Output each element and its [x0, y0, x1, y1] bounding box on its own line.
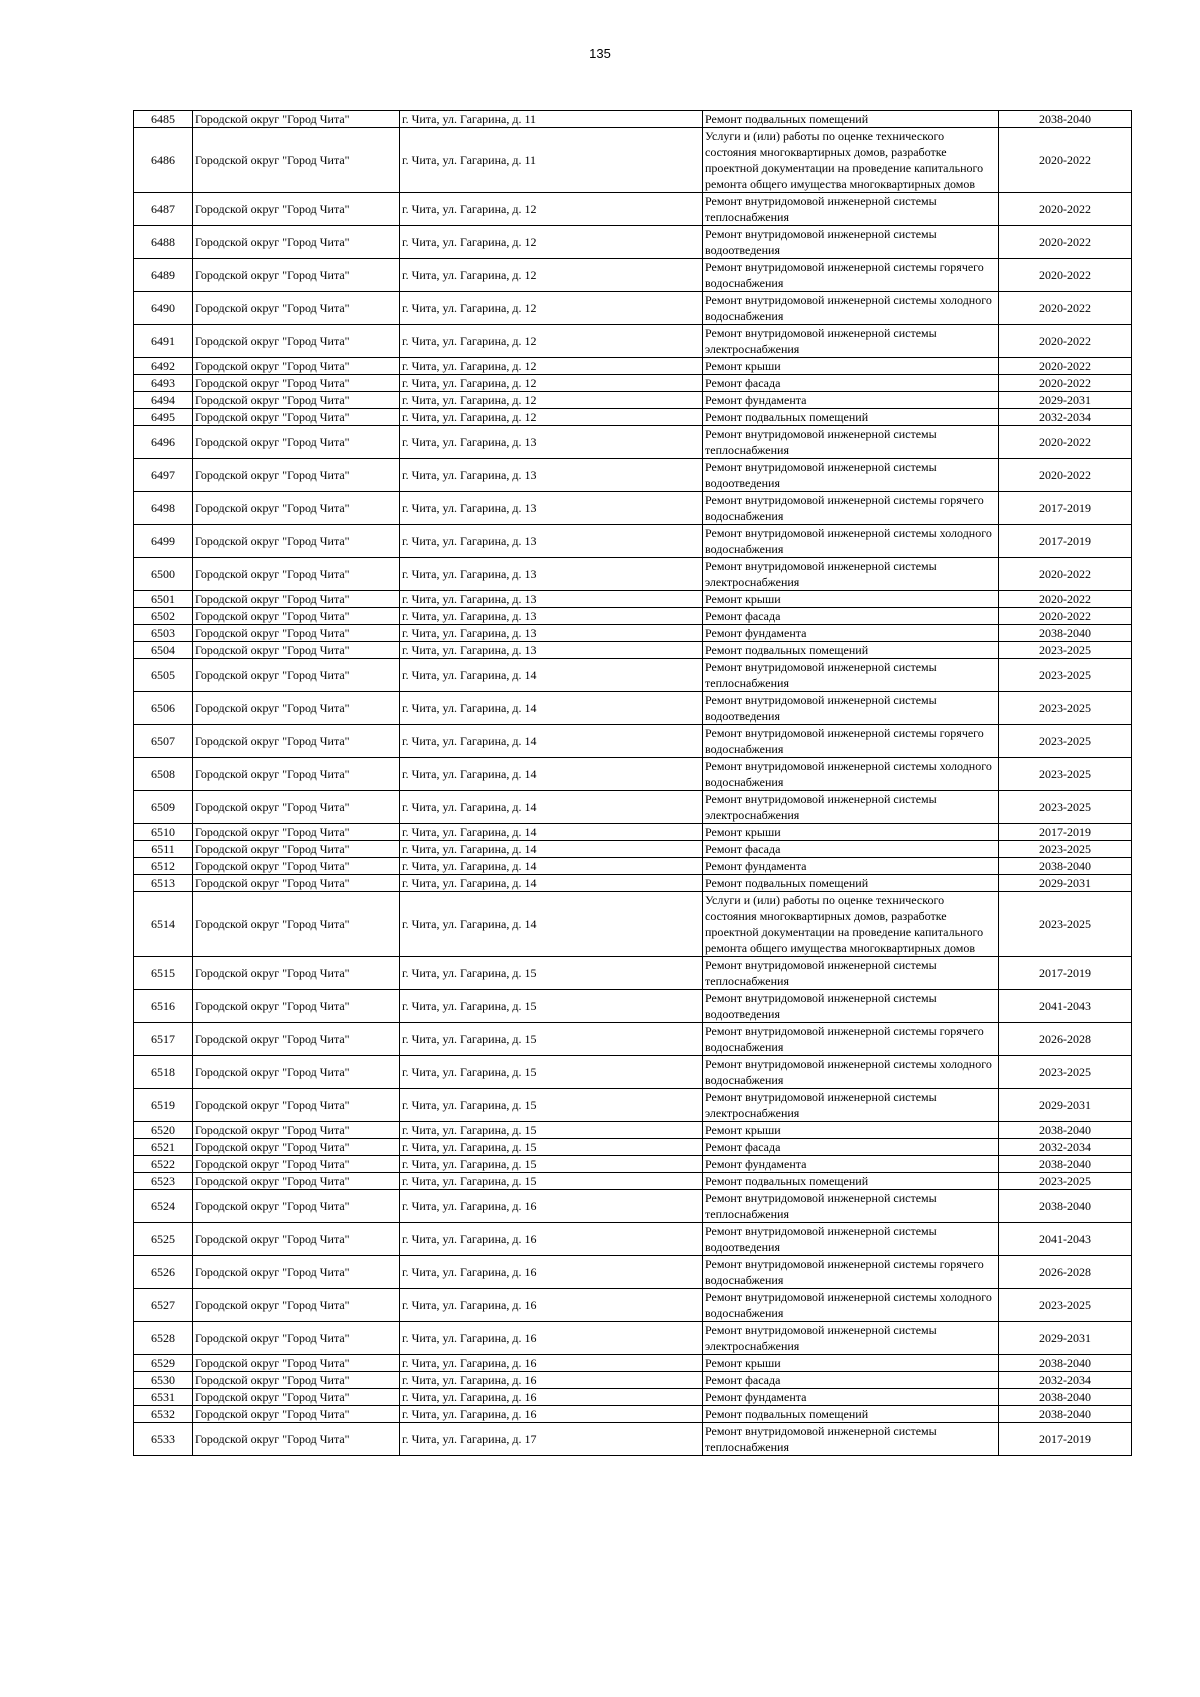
table-row [134, 1156, 1132, 1173]
row-number-cell: 6503 [134, 625, 193, 642]
row-number-cell: 6522 [134, 1156, 193, 1173]
row-number-cell: 6532 [134, 1406, 193, 1423]
work-type-cell: Ремонт внутридомовой инженерной системы водоотведения [703, 459, 999, 492]
address-cell: г. Чита, ул. Гагарина, д. 13 [400, 642, 703, 659]
work-type-cell: Ремонт внутридомовой инженерной системы водоотведения [703, 990, 999, 1023]
table-row [134, 375, 1132, 392]
address-cell: г. Чита, ул. Гагарина, д. 15 [400, 1173, 703, 1190]
period-cell: 2020-2022 [999, 358, 1132, 375]
period-cell: 2023-2025 [999, 1289, 1132, 1322]
address-cell: г. Чита, ул. Гагарина, д. 16 [400, 1372, 703, 1389]
work-type-cell: Ремонт подвальных помещений [703, 1173, 999, 1190]
work-type-cell: Ремонт крыши [703, 358, 999, 375]
district-cell: Городской округ "Город Чита" [193, 292, 400, 325]
address-cell: г. Чита, ул. Гагарина, д. 12 [400, 259, 703, 292]
work-type-cell: Ремонт подвальных помещений [703, 875, 999, 892]
work-type-cell: Ремонт внутридомовой инженерной системы горячего водоснабжения [703, 1023, 999, 1056]
district-cell: Городской округ "Город Чита" [193, 642, 400, 659]
work-type-cell: Ремонт фасада [703, 1139, 999, 1156]
address-cell: г. Чита, ул. Гагарина, д. 16 [400, 1406, 703, 1423]
table-row [134, 692, 1132, 725]
row-number-cell: 6515 [134, 957, 193, 990]
row-number-cell: 6493 [134, 375, 193, 392]
table-row [134, 1406, 1132, 1423]
table-row [134, 725, 1132, 758]
table-row [134, 1139, 1132, 1156]
period-cell: 2020-2022 [999, 558, 1132, 591]
period-cell: 2023-2025 [999, 758, 1132, 791]
period-cell: 2029-2031 [999, 1322, 1132, 1355]
table-row [134, 259, 1132, 292]
table-row [134, 325, 1132, 358]
row-number-cell: 6490 [134, 292, 193, 325]
district-cell: Городской округ "Город Чита" [193, 111, 400, 128]
district-cell: Городской округ "Город Чита" [193, 892, 400, 957]
district-cell: Городской округ "Город Чита" [193, 1322, 400, 1355]
work-type-cell: Ремонт подвальных помещений [703, 1406, 999, 1423]
period-cell: 2023-2025 [999, 892, 1132, 957]
district-cell: Городской округ "Город Чита" [193, 1122, 400, 1139]
address-cell: г. Чита, ул. Гагарина, д. 14 [400, 858, 703, 875]
period-cell: 2032-2034 [999, 1139, 1132, 1156]
period-cell: 2038-2040 [999, 111, 1132, 128]
address-cell: г. Чита, ул. Гагарина, д. 14 [400, 692, 703, 725]
row-number-cell: 6486 [134, 128, 193, 193]
address-cell: г. Чита, ул. Гагарина, д. 15 [400, 1122, 703, 1139]
district-cell: Городской округ "Город Чита" [193, 625, 400, 642]
row-number-cell: 6495 [134, 409, 193, 426]
row-number-cell: 6525 [134, 1223, 193, 1256]
work-type-cell: Ремонт внутридомовой инженерной системы теплоснабжения [703, 1423, 999, 1456]
row-number-cell: 6508 [134, 758, 193, 791]
work-type-cell: Ремонт внутридомовой инженерной системы теплоснабжения [703, 957, 999, 990]
district-cell: Городской округ "Город Чита" [193, 875, 400, 892]
table-row [134, 957, 1132, 990]
row-number-cell: 6519 [134, 1089, 193, 1122]
address-cell: г. Чита, ул. Гагарина, д. 15 [400, 990, 703, 1023]
row-number-cell: 6496 [134, 426, 193, 459]
row-number-cell: 6517 [134, 1023, 193, 1056]
address-cell: г. Чита, ул. Гагарина, д. 15 [400, 1023, 703, 1056]
period-cell: 2038-2040 [999, 625, 1132, 642]
table-row [134, 1223, 1132, 1256]
table-row [134, 875, 1132, 892]
table-row [134, 392, 1132, 409]
address-cell: г. Чита, ул. Гагарина, д. 16 [400, 1355, 703, 1372]
period-cell: 2017-2019 [999, 1423, 1132, 1456]
table-row [134, 841, 1132, 858]
table-row [134, 642, 1132, 659]
district-cell: Городской округ "Город Чита" [193, 1389, 400, 1406]
table-row [134, 591, 1132, 608]
row-number-cell: 6511 [134, 841, 193, 858]
address-cell: г. Чита, ул. Гагарина, д. 15 [400, 1056, 703, 1089]
period-cell: 2023-2025 [999, 1173, 1132, 1190]
district-cell: Городской округ "Город Чита" [193, 1139, 400, 1156]
work-type-cell: Услуги и (или) работы по оценке технического состояния многоквартирных домов, разработке проектной документации на проведение капитального ремонта общего имущества многоквартирных домов [703, 892, 999, 957]
row-number-cell: 6492 [134, 358, 193, 375]
work-type-cell: Ремонт фасада [703, 608, 999, 625]
work-type-cell: Ремонт фундамента [703, 392, 999, 409]
address-cell: г. Чита, ул. Гагарина, д. 13 [400, 591, 703, 608]
work-type-cell: Ремонт фундамента [703, 1389, 999, 1406]
table-row [134, 1056, 1132, 1089]
district-cell: Городской округ "Город Чита" [193, 392, 400, 409]
table-row [134, 1089, 1132, 1122]
table-row [134, 1355, 1132, 1372]
address-cell: г. Чита, ул. Гагарина, д. 12 [400, 226, 703, 259]
table-row [134, 608, 1132, 625]
period-cell: 2038-2040 [999, 1355, 1132, 1372]
district-cell: Городской округ "Город Чита" [193, 990, 400, 1023]
table-row [134, 1190, 1132, 1223]
address-cell: г. Чита, ул. Гагарина, д. 14 [400, 758, 703, 791]
district-cell: Городской округ "Город Чита" [193, 1156, 400, 1173]
work-type-cell: Ремонт внутридомовой инженерной системы электроснабжения [703, 558, 999, 591]
work-type-cell: Ремонт внутридомовой инженерной системы холодного водоснабжения [703, 758, 999, 791]
period-cell: 2023-2025 [999, 725, 1132, 758]
period-cell: 2023-2025 [999, 1056, 1132, 1089]
row-number-cell: 6504 [134, 642, 193, 659]
row-number-cell: 6512 [134, 858, 193, 875]
row-number-cell: 6531 [134, 1389, 193, 1406]
work-type-cell: Ремонт внутридомовой инженерной системы электроснабжения [703, 325, 999, 358]
district-cell: Городской округ "Город Чита" [193, 375, 400, 392]
period-cell: 2017-2019 [999, 492, 1132, 525]
address-cell: г. Чита, ул. Гагарина, д. 16 [400, 1190, 703, 1223]
table-row [134, 1423, 1132, 1456]
period-cell: 2041-2043 [999, 1223, 1132, 1256]
period-cell: 2038-2040 [999, 1389, 1132, 1406]
table-row [134, 1256, 1132, 1289]
period-cell: 2023-2025 [999, 791, 1132, 824]
period-cell: 2020-2022 [999, 325, 1132, 358]
table-row [134, 459, 1132, 492]
work-type-cell: Ремонт подвальных помещений [703, 642, 999, 659]
work-type-cell: Ремонт фундамента [703, 1156, 999, 1173]
row-number-cell: 6527 [134, 1289, 193, 1322]
address-cell: г. Чита, ул. Гагарина, д. 15 [400, 1089, 703, 1122]
district-cell: Городской округ "Город Чита" [193, 358, 400, 375]
work-type-cell: Ремонт подвальных помещений [703, 409, 999, 426]
work-type-cell: Ремонт внутридомовой инженерной системы горячего водоснабжения [703, 1256, 999, 1289]
period-cell: 2020-2022 [999, 608, 1132, 625]
district-cell: Городской округ "Город Чита" [193, 791, 400, 824]
row-number-cell: 6520 [134, 1122, 193, 1139]
table-row [134, 409, 1132, 426]
table-row [134, 492, 1132, 525]
row-number-cell: 6510 [134, 824, 193, 841]
work-type-cell: Ремонт внутридомовой инженерной системы теплоснабжения [703, 426, 999, 459]
district-cell: Городской округ "Город Чита" [193, 758, 400, 791]
address-cell: г. Чита, ул. Гагарина, д. 11 [400, 128, 703, 193]
address-cell: г. Чита, ул. Гагарина, д. 14 [400, 659, 703, 692]
period-cell: 2038-2040 [999, 1406, 1132, 1423]
work-type-cell: Ремонт внутридомовой инженерной системы теплоснабжения [703, 659, 999, 692]
district-cell: Городской округ "Город Чита" [193, 525, 400, 558]
address-cell: г. Чита, ул. Гагарина, д. 15 [400, 1156, 703, 1173]
district-cell: Городской округ "Город Чита" [193, 558, 400, 591]
work-type-cell: Ремонт фасада [703, 841, 999, 858]
period-cell: 2023-2025 [999, 841, 1132, 858]
address-cell: г. Чита, ул. Гагарина, д. 16 [400, 1389, 703, 1406]
table-row [134, 892, 1132, 957]
district-cell: Городской округ "Город Чита" [193, 692, 400, 725]
address-cell: г. Чита, ул. Гагарина, д. 13 [400, 492, 703, 525]
table-body [134, 111, 1132, 1456]
row-number-cell: 6506 [134, 692, 193, 725]
work-type-cell: Услуги и (или) работы по оценке технического состояния многоквартирных домов, разработке проектной документации на проведение капитального ремонта общего имущества многоквартирных домов [703, 128, 999, 193]
address-cell: г. Чита, ул. Гагарина, д. 14 [400, 875, 703, 892]
work-type-cell: Ремонт внутридомовой инженерной системы горячего водоснабжения [703, 259, 999, 292]
table-row [134, 226, 1132, 259]
table-row [134, 128, 1132, 193]
address-cell: г. Чита, ул. Гагарина, д. 12 [400, 392, 703, 409]
row-number-cell: 6485 [134, 111, 193, 128]
period-cell: 2020-2022 [999, 226, 1132, 259]
work-type-cell: Ремонт внутридомовой инженерной системы горячего водоснабжения [703, 492, 999, 525]
table-row [134, 1322, 1132, 1355]
row-number-cell: 6526 [134, 1256, 193, 1289]
period-cell: 2038-2040 [999, 1122, 1132, 1139]
district-cell: Городской округ "Город Чита" [193, 841, 400, 858]
row-number-cell: 6501 [134, 591, 193, 608]
address-cell: г. Чита, ул. Гагарина, д. 16 [400, 1322, 703, 1355]
row-number-cell: 6498 [134, 492, 193, 525]
period-cell: 2017-2019 [999, 525, 1132, 558]
address-cell: г. Чита, ул. Гагарина, д. 14 [400, 841, 703, 858]
address-cell: г. Чита, ул. Гагарина, д. 16 [400, 1256, 703, 1289]
period-cell: 2023-2025 [999, 692, 1132, 725]
period-cell: 2041-2043 [999, 990, 1132, 1023]
address-cell: г. Чита, ул. Гагарина, д. 13 [400, 525, 703, 558]
table-row [134, 111, 1132, 128]
period-cell: 2020-2022 [999, 591, 1132, 608]
row-number-cell: 6505 [134, 659, 193, 692]
period-cell: 2032-2034 [999, 1372, 1132, 1389]
row-number-cell: 6497 [134, 459, 193, 492]
address-cell: г. Чита, ул. Гагарина, д. 15 [400, 1139, 703, 1156]
row-number-cell: 6489 [134, 259, 193, 292]
district-cell: Городской округ "Город Чита" [193, 1256, 400, 1289]
period-cell: 2038-2040 [999, 858, 1132, 875]
work-type-cell: Ремонт крыши [703, 824, 999, 841]
row-number-cell: 6528 [134, 1322, 193, 1355]
period-cell: 2032-2034 [999, 409, 1132, 426]
row-number-cell: 6521 [134, 1139, 193, 1156]
table-row [134, 625, 1132, 642]
district-cell: Городской округ "Город Чита" [193, 591, 400, 608]
row-number-cell: 6488 [134, 226, 193, 259]
row-number-cell: 6500 [134, 558, 193, 591]
district-cell: Городской округ "Город Чита" [193, 1289, 400, 1322]
period-cell: 2020-2022 [999, 193, 1132, 226]
period-cell: 2020-2022 [999, 259, 1132, 292]
period-cell: 2020-2022 [999, 375, 1132, 392]
work-type-cell: Ремонт фундамента [703, 625, 999, 642]
district-cell: Городской округ "Город Чита" [193, 824, 400, 841]
address-cell: г. Чита, ул. Гагарина, д. 14 [400, 892, 703, 957]
address-cell: г. Чита, ул. Гагарина, д. 11 [400, 111, 703, 128]
work-type-cell: Ремонт крыши [703, 1122, 999, 1139]
repair-schedule-table [133, 110, 1132, 1456]
address-cell: г. Чита, ул. Гагарина, д. 12 [400, 325, 703, 358]
table-row [134, 525, 1132, 558]
row-number-cell: 6518 [134, 1056, 193, 1089]
address-cell: г. Чита, ул. Гагарина, д. 12 [400, 375, 703, 392]
address-cell: г. Чита, ул. Гагарина, д. 12 [400, 292, 703, 325]
row-number-cell: 6524 [134, 1190, 193, 1223]
row-number-cell: 6509 [134, 791, 193, 824]
period-cell: 2023-2025 [999, 642, 1132, 659]
address-cell: г. Чита, ул. Гагарина, д. 16 [400, 1289, 703, 1322]
district-cell: Городской округ "Город Чита" [193, 1372, 400, 1389]
period-cell: 2029-2031 [999, 1089, 1132, 1122]
work-type-cell: Ремонт внутридомовой инженерной системы холодного водоснабжения [703, 1289, 999, 1322]
work-type-cell: Ремонт крыши [703, 1355, 999, 1372]
work-type-cell: Ремонт фасада [703, 1372, 999, 1389]
work-type-cell: Ремонт подвальных помещений [703, 111, 999, 128]
address-cell: г. Чита, ул. Гагарина, д. 14 [400, 791, 703, 824]
period-cell: 2029-2031 [999, 875, 1132, 892]
table-row [134, 659, 1132, 692]
district-cell: Городской округ "Город Чита" [193, 226, 400, 259]
district-cell: Городской округ "Город Чита" [193, 1056, 400, 1089]
work-type-cell: Ремонт внутридомовой инженерной системы холодного водоснабжения [703, 292, 999, 325]
table-row [134, 1389, 1132, 1406]
address-cell: г. Чита, ул. Гагарина, д. 13 [400, 558, 703, 591]
row-number-cell: 6529 [134, 1355, 193, 1372]
table-row [134, 1023, 1132, 1056]
period-cell: 2038-2040 [999, 1156, 1132, 1173]
table-row [134, 824, 1132, 841]
district-cell: Городской округ "Город Чита" [193, 608, 400, 625]
period-cell: 2017-2019 [999, 824, 1132, 841]
address-cell: г. Чита, ул. Гагарина, д. 15 [400, 957, 703, 990]
work-type-cell: Ремонт внутридомовой инженерной системы горячего водоснабжения [703, 725, 999, 758]
row-number-cell: 6507 [134, 725, 193, 758]
district-cell: Городской округ "Город Чита" [193, 1355, 400, 1372]
work-type-cell: Ремонт внутридомовой инженерной системы холодного водоснабжения [703, 525, 999, 558]
district-cell: Городской округ "Город Чита" [193, 193, 400, 226]
row-number-cell: 6514 [134, 892, 193, 957]
period-cell: 2020-2022 [999, 459, 1132, 492]
period-cell: 2038-2040 [999, 1190, 1132, 1223]
table-row [134, 358, 1132, 375]
row-number-cell: 6487 [134, 193, 193, 226]
district-cell: Городской округ "Город Чита" [193, 1023, 400, 1056]
period-cell: 2020-2022 [999, 292, 1132, 325]
address-cell: г. Чита, ул. Гагарина, д. 12 [400, 358, 703, 375]
work-type-cell: Ремонт внутридомовой инженерной системы водоотведения [703, 692, 999, 725]
district-cell: Городской округ "Город Чита" [193, 659, 400, 692]
district-cell: Городской округ "Город Чита" [193, 858, 400, 875]
address-cell: г. Чита, ул. Гагарина, д. 13 [400, 625, 703, 642]
row-number-cell: 6523 [134, 1173, 193, 1190]
district-cell: Городской округ "Город Чита" [193, 1190, 400, 1223]
work-type-cell: Ремонт внутридомовой инженерной системы теплоснабжения [703, 193, 999, 226]
address-cell: г. Чита, ул. Гагарина, д. 12 [400, 193, 703, 226]
address-cell: г. Чита, ул. Гагарина, д. 12 [400, 409, 703, 426]
address-cell: г. Чита, ул. Гагарина, д. 17 [400, 1423, 703, 1456]
district-cell: Городской округ "Город Чита" [193, 492, 400, 525]
table-row [134, 292, 1132, 325]
district-cell: Городской округ "Город Чита" [193, 426, 400, 459]
address-cell: г. Чита, ул. Гагарина, д. 16 [400, 1223, 703, 1256]
period-cell: 2029-2031 [999, 392, 1132, 409]
table-row [134, 1122, 1132, 1139]
row-number-cell: 6516 [134, 990, 193, 1023]
district-cell: Городской округ "Город Чита" [193, 1173, 400, 1190]
district-cell: Городской округ "Город Чита" [193, 259, 400, 292]
district-cell: Городской округ "Город Чита" [193, 1423, 400, 1456]
period-cell: 2017-2019 [999, 957, 1132, 990]
district-cell: Городской округ "Город Чита" [193, 1089, 400, 1122]
work-type-cell: Ремонт внутридомовой инженерной системы электроснабжения [703, 1089, 999, 1122]
table-row [134, 193, 1132, 226]
row-number-cell: 6502 [134, 608, 193, 625]
work-type-cell: Ремонт внутридомовой инженерной системы электроснабжения [703, 1322, 999, 1355]
district-cell: Городской округ "Город Чита" [193, 725, 400, 758]
row-number-cell: 6513 [134, 875, 193, 892]
work-type-cell: Ремонт внутридомовой инженерной системы теплоснабжения [703, 1190, 999, 1223]
district-cell: Городской округ "Город Чита" [193, 459, 400, 492]
table-row [134, 426, 1132, 459]
period-cell: 2026-2028 [999, 1023, 1132, 1056]
district-cell: Городской округ "Город Чита" [193, 128, 400, 193]
period-cell: 2023-2025 [999, 659, 1132, 692]
table-row [134, 558, 1132, 591]
address-cell: г. Чита, ул. Гагарина, д. 14 [400, 725, 703, 758]
address-cell: г. Чита, ул. Гагарина, д. 14 [400, 824, 703, 841]
table-row [134, 990, 1132, 1023]
address-cell: г. Чита, ул. Гагарина, д. 13 [400, 608, 703, 625]
district-cell: Городской округ "Город Чита" [193, 1406, 400, 1423]
district-cell: Городской округ "Город Чита" [193, 957, 400, 990]
row-number-cell: 6499 [134, 525, 193, 558]
row-number-cell: 6491 [134, 325, 193, 358]
table-row [134, 1173, 1132, 1190]
work-type-cell: Ремонт внутридомовой инженерной системы водоотведения [703, 1223, 999, 1256]
period-cell: 2020-2022 [999, 128, 1132, 193]
table-row [134, 1289, 1132, 1322]
period-cell: 2026-2028 [999, 1256, 1132, 1289]
page-number: 135 [589, 46, 611, 61]
address-cell: г. Чита, ул. Гагарина, д. 13 [400, 459, 703, 492]
table-row [134, 1372, 1132, 1389]
row-number-cell: 6530 [134, 1372, 193, 1389]
row-number-cell: 6533 [134, 1423, 193, 1456]
district-cell: Городской округ "Город Чита" [193, 409, 400, 426]
work-type-cell: Ремонт фундамента [703, 858, 999, 875]
work-type-cell: Ремонт внутридомовой инженерной системы холодного водоснабжения [703, 1056, 999, 1089]
table-row [134, 758, 1132, 791]
work-type-cell: Ремонт внутридомовой инженерной системы электроснабжения [703, 791, 999, 824]
table-row [134, 791, 1132, 824]
address-cell: г. Чита, ул. Гагарина, д. 13 [400, 426, 703, 459]
district-cell: Городской округ "Город Чита" [193, 325, 400, 358]
district-cell: Городской округ "Город Чита" [193, 1223, 400, 1256]
table-row [134, 858, 1132, 875]
work-type-cell: Ремонт внутридомовой инженерной системы водоотведения [703, 226, 999, 259]
row-number-cell: 6494 [134, 392, 193, 409]
work-type-cell: Ремонт фасада [703, 375, 999, 392]
period-cell: 2020-2022 [999, 426, 1132, 459]
work-type-cell: Ремонт крыши [703, 591, 999, 608]
